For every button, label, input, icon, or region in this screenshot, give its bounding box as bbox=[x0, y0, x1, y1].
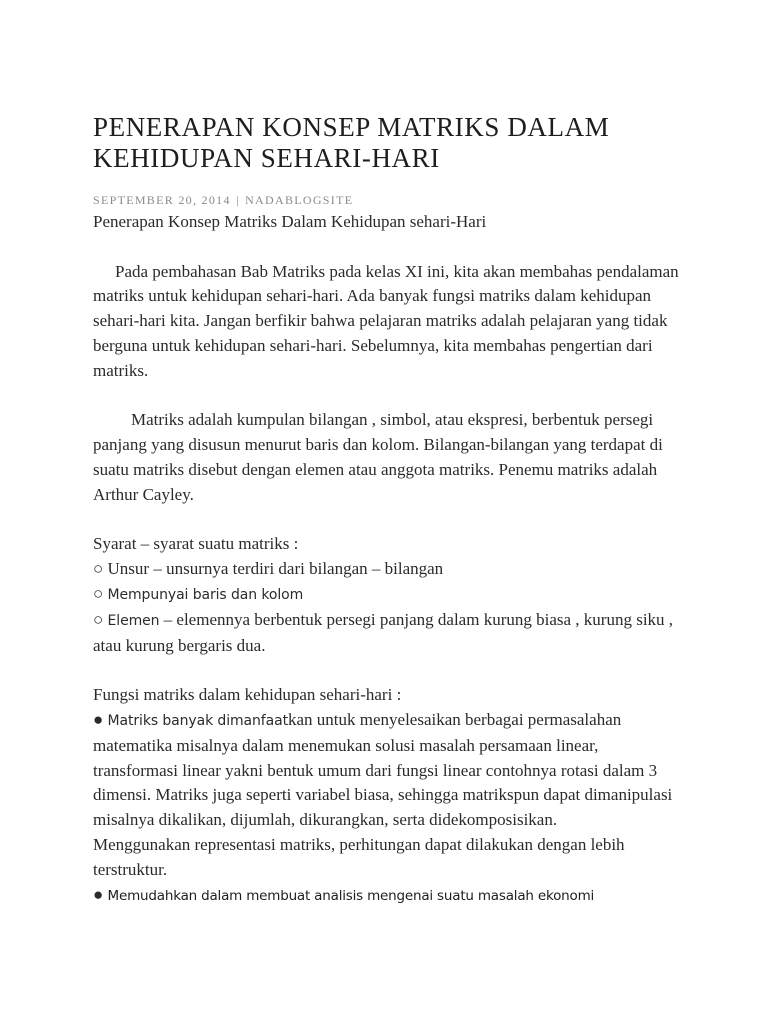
article-subtitle: Penerapan Konsep Matriks Dalam Kehidupan sehari-Hari bbox=[93, 212, 487, 231]
post-meta bbox=[93, 193, 353, 208]
fungsi-item-lead: Matriks banyak dimanfaat bbox=[107, 712, 288, 729]
fungsi-item bbox=[93, 883, 683, 909]
circle-bullet: ○ bbox=[93, 583, 108, 603]
syarat-item-lead: Elemen bbox=[107, 612, 160, 629]
fungsi-item bbox=[93, 708, 683, 833]
post-author[interactable]: NADABLOGSITE bbox=[245, 193, 354, 207]
fungsi-heading: Fungsi matriks dalam kehidupan sehari-hari : bbox=[93, 685, 402, 705]
article-body bbox=[93, 210, 683, 908]
definition-paragraph: Matriks adalah kumpulan bilangan , simbol, atau ekspresi, berbentuk persegi panjang yang disusun menurut baris dan kolom. Bilangan-bilangan yang terdapat di suatu matriks disebut dengan elemen atau anggota matriks. Penemu matriks adalah Arthur Cayley. bbox=[93, 410, 663, 504]
syarat-heading: Syarat – syarat suatu matriks : bbox=[93, 534, 299, 554]
syarat-item bbox=[93, 608, 683, 659]
post-date[interactable]: SEPTEMBER 20, 2014 bbox=[93, 193, 231, 207]
syarat-item bbox=[93, 582, 683, 608]
syarat-item-text: – elemennya berbentuk persegi panjang dalam kurung biasa , kurung siku , atau kurung bergaris dua. bbox=[93, 609, 674, 655]
intro-paragraph: Pada pembahasan Bab Matriks pada kelas XI ini, kita akan membahas pendalaman matriks untuk kehidupan sehari-hari. Ada banyak fungsi matriks dalam kehidupan sehari-hari kita. Jangan berfikir bahwa pelajaran matriks adalah pelajaran yang tidak berguna untuk kehidupan sehari-hari. Sebelumnya, kita membahas pengertian dari matriks. bbox=[93, 261, 679, 380]
circle-bullet: ○ bbox=[93, 609, 108, 629]
dot-bullet: ● bbox=[93, 709, 108, 729]
fungsi-continuation: Menggunakan representasi matriks, perhitungan dapat dilakukan dengan lebih terstruktur. bbox=[93, 834, 625, 879]
syarat-item-text: Mempunyai baris dan kolom bbox=[107, 586, 304, 603]
fungsi-item-text: Memudahkan dalam membuat analisis mengenai suatu masalah ekonomi bbox=[107, 887, 595, 904]
fungsi-item-text: kan untuk menyelesaikan berbagai permasalahan matematika misalnya dalam menemukan solusi masalah persamaan linear, transformasi linear yakni bentuk umum dari fungsi linear contohnya rotasi dalam 3 dimensi. Matriks juga seperti variabel biasa, sehingga matrikspun dapat dimanipulasi misalnya dikalikan, dijumlah, dikurangkan, serta didekomposisikan. bbox=[93, 709, 673, 830]
article-title: PENERAPAN KONSEP MATRIKS DALAM KEHIDUPAN SEHARI-HARI bbox=[93, 112, 610, 173]
dot-bullet: ● bbox=[93, 884, 108, 904]
syarat-item: ○ Unsur – unsurnya terdiri dari bilangan – bilangan bbox=[93, 559, 444, 579]
meta-separator: | bbox=[236, 193, 240, 207]
